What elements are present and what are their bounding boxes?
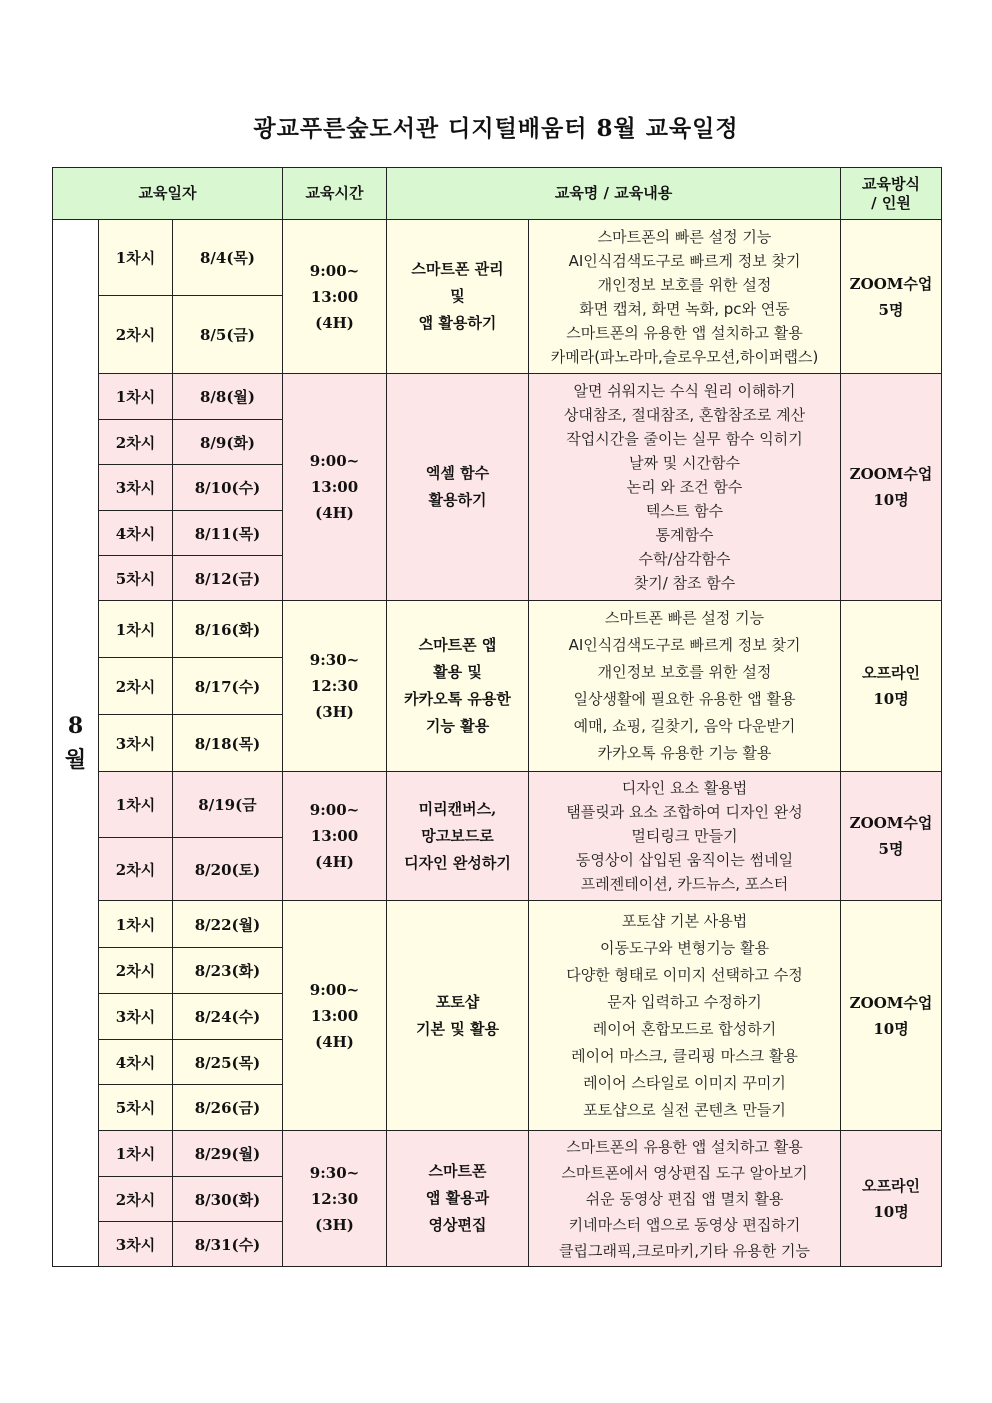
course-method-line: 10명	[873, 690, 909, 708]
content-item: 논리 와 조건 함수	[626, 478, 743, 496]
course-method	[841, 220, 942, 374]
course-time-line: 13:00	[310, 827, 359, 845]
month-unit: 월	[64, 747, 87, 773]
course-time-line: 9:30~	[309, 651, 360, 669]
course-time-line: 9:00~	[309, 261, 360, 280]
course-method-line: ZOOM수업	[849, 814, 933, 832]
course-time-line: 9:30~	[309, 1163, 360, 1182]
course-name	[387, 220, 529, 374]
content-item: 예매, 쇼핑, 길찾기, 음악 다운받기	[573, 717, 796, 735]
course-time-line: 9:00~	[309, 452, 360, 470]
course-name-line: 포토샵	[435, 992, 480, 1011]
session-date: 8/18(목)	[173, 715, 283, 772]
header-row	[53, 168, 942, 220]
course-method-line: 오프라인	[862, 1176, 920, 1195]
content-item: 포토샵 기본 사용법	[621, 911, 748, 930]
course-method-line: 5명	[878, 840, 904, 858]
session-number: 3차시	[99, 994, 173, 1040]
course-name-line: 앱 활용하기	[418, 314, 497, 332]
header-method-line2: / 인원	[871, 193, 911, 212]
schedule-table	[52, 167, 942, 1267]
session-date: 8/10(수)	[173, 465, 283, 511]
table-row	[53, 601, 942, 658]
session-number: 2차시	[99, 838, 173, 901]
content-item: 작업시간을 줄이는 실무 함수 익히기	[566, 430, 803, 448]
header-method	[841, 168, 942, 220]
course-name-line: 엑셀 함수	[425, 464, 490, 482]
session-date: 8/30(화)	[173, 1177, 283, 1222]
table-row	[53, 1131, 942, 1177]
content-item: 쉬운 동영상 편집 앱 멸치 활용	[585, 1189, 784, 1208]
content-item: 알면 쉬워지는 수식 원리 이해하기	[573, 382, 796, 400]
course-method-line: 10명	[873, 491, 909, 509]
course-name-line: 활용하기	[428, 491, 487, 509]
course-contents	[529, 601, 841, 772]
course-name-line: 기능 활용	[425, 717, 490, 735]
course-name-line: 망고보드로	[421, 826, 494, 845]
content-item: 스마트폰의 빠른 설정 기능	[597, 227, 772, 246]
content-item: 클립그래픽,크로마키,기타 유용한 기능	[559, 1241, 810, 1260]
content-item: AI인식검색도구로 빠르게 정보 찾기	[568, 636, 801, 654]
content-item: 이동도구와 변형기능 활용	[600, 938, 769, 957]
session-date: 8/23(화)	[173, 948, 283, 994]
course-name	[387, 601, 529, 772]
content-item: 레이어 마스크, 클리핑 마스크 활용	[571, 1046, 798, 1065]
content-item: 디자인 요소 활용법	[621, 779, 748, 797]
course-name-line: 스마트폰 앱	[418, 636, 497, 654]
course-name	[387, 901, 529, 1131]
content-item: 수학/삼각함수	[638, 550, 731, 568]
course-method	[841, 601, 942, 772]
course-time-line: 13:00	[310, 1006, 359, 1025]
course-name-line: 디자인 완성하기	[404, 853, 511, 872]
course-method	[841, 1131, 942, 1267]
course-contents	[529, 374, 841, 601]
course-time	[283, 1131, 387, 1267]
table-row	[53, 901, 942, 948]
session-date: 8/16(화)	[173, 601, 283, 658]
session-number: 3차시	[99, 1222, 173, 1267]
course-time	[283, 601, 387, 772]
session-date: 8/12(금)	[173, 556, 283, 601]
session-date: 8/31(수)	[173, 1222, 283, 1267]
course-method	[841, 901, 942, 1131]
session-number: 5차시	[99, 1085, 173, 1131]
table-row	[53, 772, 942, 838]
table-row	[53, 220, 942, 296]
content-item: 개인정보 보호를 위한 설정	[597, 275, 772, 294]
session-date: 8/25(목)	[173, 1040, 283, 1085]
course-name	[387, 374, 529, 601]
session-date: 8/29(월)	[173, 1131, 283, 1177]
content-item: 스마트폰에서 영상편집 도구 알아보기	[561, 1163, 808, 1182]
course-time-line: 12:30	[310, 1189, 359, 1208]
content-item: 동영상이 삽입된 움직이는 썸네일	[575, 851, 794, 869]
content-item: 텍스트 함수	[645, 502, 724, 520]
course-contents	[529, 1131, 841, 1267]
session-date: 8/5(금)	[173, 296, 283, 374]
table-row	[53, 374, 942, 420]
course-method-line: ZOOM수업	[849, 993, 933, 1012]
course-time	[283, 901, 387, 1131]
session-date: 8/9(화)	[173, 420, 283, 465]
session-number: 2차시	[99, 1177, 173, 1222]
course-name-line: 및	[450, 287, 465, 305]
course-time-line: (3H)	[315, 703, 354, 721]
content-item: 카메라(파노라마,슬로우모션,하이퍼랩스)	[550, 347, 819, 366]
content-item: 멀티링크 만들기	[631, 827, 738, 845]
content-item: 날짜 및 시간함수	[629, 454, 740, 472]
session-date: 8/22(월)	[173, 901, 283, 948]
course-method	[841, 374, 942, 601]
course-time	[283, 772, 387, 901]
course-contents	[529, 901, 841, 1131]
content-item: 다양한 형태로 이미지 선택하고 수정	[566, 965, 803, 984]
course-contents	[529, 220, 841, 374]
session-number: 4차시	[99, 1040, 173, 1085]
course-name-line: 카카오톡 유용한	[404, 690, 511, 708]
session-number: 2차시	[99, 296, 173, 374]
course-time-line: (3H)	[315, 1215, 354, 1234]
content-item: 레이어 스타일로 이미지 꾸미기	[583, 1073, 786, 1092]
header-content: 교육명 / 교육내용	[387, 168, 841, 220]
content-item: 찾기/ 참조 함수	[633, 574, 736, 592]
session-number: 1차시	[99, 220, 173, 296]
course-name	[387, 1131, 529, 1267]
content-item: 레이어 혼합모드로 합성하기	[592, 1019, 777, 1038]
session-date: 8/11(목)	[173, 511, 283, 556]
course-time-line: 9:00~	[309, 801, 360, 819]
course-time-line: 9:00~	[309, 980, 360, 999]
session-number: 1차시	[99, 374, 173, 420]
course-method-line: ZOOM수업	[849, 465, 933, 483]
content-item: AI인식검색도구로 빠르게 정보 찾기	[568, 251, 801, 270]
course-method-line: 10명	[873, 1019, 909, 1038]
course-name-line: 스마트폰	[428, 1162, 487, 1180]
session-number: 2차시	[99, 658, 173, 715]
session-number: 2차시	[99, 420, 173, 465]
content-item: 문자 입력하고 수정하기	[607, 992, 762, 1011]
content-item: 키네마스터 앱으로 동영상 편집하기	[568, 1215, 801, 1234]
session-date: 8/20(토)	[173, 838, 283, 901]
session-date: 8/24(수)	[173, 994, 283, 1040]
content-item: 화면 캡쳐, 화면 녹화, pc와 연동	[579, 299, 790, 318]
course-name-line: 기본 및 활용	[416, 1019, 499, 1038]
course-name-line: 활용 및	[433, 663, 482, 681]
course-time	[283, 374, 387, 601]
content-item: 스마트폰 빠른 설정 기능	[604, 609, 765, 627]
session-date: 8/17(수)	[173, 658, 283, 715]
session-number: 3차시	[99, 715, 173, 772]
session-date: 8/4(목)	[173, 220, 283, 296]
course-method-line: ZOOM수업	[849, 274, 933, 293]
content-item: 개인정보 보호를 위한 설정	[597, 663, 772, 681]
content-item: 포토샵으로 실전 콘텐츠 만들기	[583, 1100, 786, 1119]
session-date: 8/8(월)	[173, 374, 283, 420]
course-time-line: (4H)	[315, 853, 354, 871]
session-number: 1차시	[99, 772, 173, 838]
content-item: 탬플릿과 요소 조합하여 디자인 완성	[566, 803, 803, 821]
session-number: 5차시	[99, 556, 173, 601]
course-time-line: (4H)	[315, 1032, 354, 1051]
session-date: 8/26(금)	[173, 1085, 283, 1131]
course-time-line: (4H)	[315, 504, 354, 522]
session-number: 1차시	[99, 601, 173, 658]
header-method-line1: 교육방식	[862, 174, 920, 193]
course-contents	[529, 772, 841, 901]
header-date: 교육일자	[53, 168, 283, 220]
course-method	[841, 772, 942, 901]
session-number: 1차시	[99, 901, 173, 948]
content-item: 통계함수	[655, 526, 714, 544]
session-number: 2차시	[99, 948, 173, 994]
course-method-line: 5명	[878, 300, 904, 319]
page-title: 광교푸른숲도서관 디지털배움터 8월 교육일정	[253, 115, 739, 142]
course-name-line: 미리캔버스,	[418, 799, 497, 818]
course-time-line: 12:30	[310, 677, 359, 695]
course-name-line: 스마트폰 관리	[411, 260, 504, 278]
course-name	[387, 772, 529, 901]
course-time-line: 13:00	[310, 287, 359, 306]
course-method-line: 오프라인	[862, 664, 920, 682]
content-item: 프레젠테이션, 카드뉴스, 포스터	[580, 875, 789, 893]
month-number: 8	[67, 713, 84, 739]
header-time: 교육시간	[283, 168, 387, 220]
content-item: 일상생활에 필요한 유용한 앱 활용	[573, 690, 796, 708]
course-time	[283, 220, 387, 374]
content-item: 카카오톡 유용한 기능 활용	[597, 744, 772, 762]
course-name-line: 영상편집	[428, 1216, 487, 1234]
content-item: 스마트폰의 유용한 앱 설치하고 활용	[566, 323, 803, 342]
course-name-line: 앱 활용과	[425, 1189, 490, 1207]
session-number: 4차시	[99, 511, 173, 556]
session-number: 3차시	[99, 465, 173, 511]
course-time-line: 13:00	[310, 478, 359, 496]
session-date: 8/19(금	[173, 772, 283, 838]
session-number: 1차시	[99, 1131, 173, 1177]
month-cell	[53, 220, 99, 1267]
course-method-line: 10명	[873, 1202, 909, 1221]
content-item: 상대참조, 절대참조, 혼합참조로 계산	[563, 406, 806, 424]
course-time-line: (4H)	[315, 313, 354, 332]
content-item: 스마트폰의 유용한 앱 설치하고 활용	[566, 1137, 803, 1156]
